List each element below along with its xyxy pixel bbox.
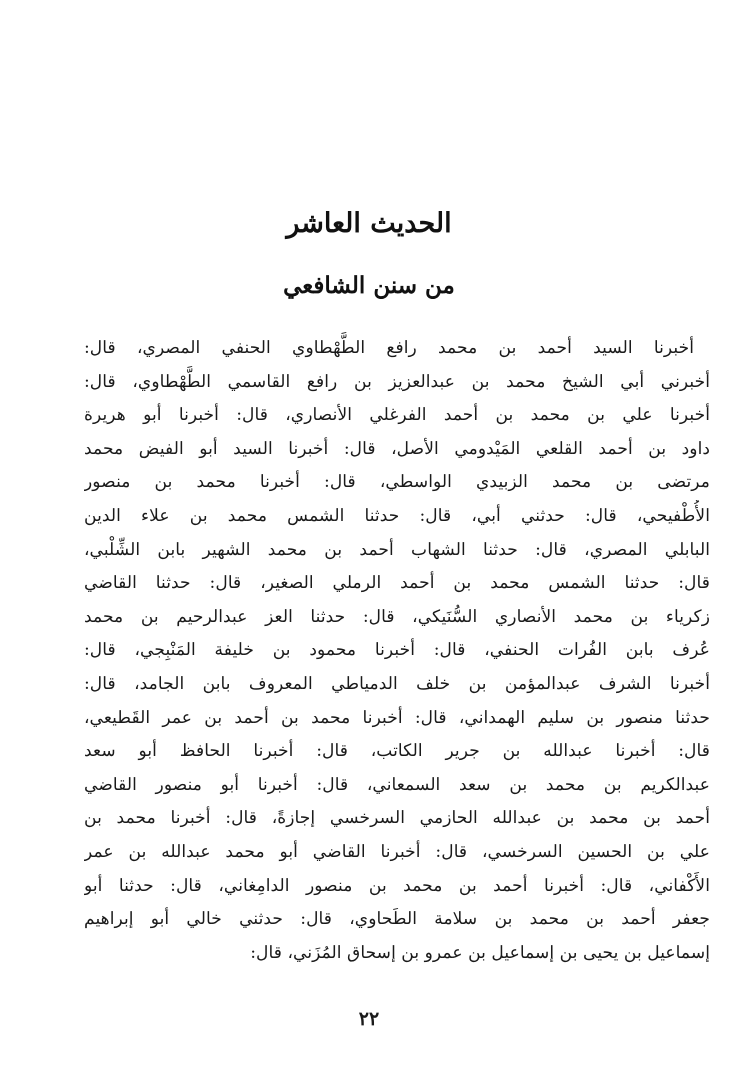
text-line: أخبرنا الشرف عبدالمؤمن بن خلف الدمياطي المعروف بابن الجامد، قال: <box>84 673 710 694</box>
chapter-title: الحديث العاشر <box>286 208 452 239</box>
text-line: زكرياء بن محمد الأنصاري السُّنَيكي، قال: حدثنا العز عبدالرحيم بن محمد <box>84 606 710 627</box>
text-line: الأَكْفاني، قال: أخبرنا أحمد بن محمد بن منصور الدامِغاني، قال: حدثنا أبو <box>84 875 710 896</box>
text-line: أخبرني أبي الشيخ محمد بن عبدالعزيز بن رافع القاسمي الطَّهْطاوي، قال: <box>84 371 710 392</box>
text-line: أخبرنا السيد أحمد بن محمد رافع الطَّهْطاوي الحنفي المصري، قال: <box>84 338 694 358</box>
text-line: قال: حدثنا الشمس محمد بن أحمد الرملي الصغير، قال: حدثنا القاضي <box>84 573 710 594</box>
text-line: علي بن الحسين السرخسي، قال: أخبرنا القاضي أبو محمد عبدالله بن عمر <box>84 841 710 862</box>
text-line: عُرف بابن الفُرات الحنفي، قال: أخبرنا محمود بن خليفة المَنْبِجي، قال: <box>84 640 710 661</box>
text-line: أحمد بن محمد بن عبدالله الحازمي السرخسي إجازةً، قال: أخبرنا محمد بن <box>84 808 710 829</box>
text-line: أخبرنا علي بن محمد بن أحمد الفرغلي الأنصاري، قال: أخبرنا أبو هريرة <box>84 405 710 426</box>
text-line: جعفر أحمد بن محمد بن سلامة الطَحاوي، قال: حدثني خالي أبو إبراهيم <box>84 909 710 930</box>
text-line: قال: أخبرنا عبدالله بن جرير الكاتب، قال: أخبرنا الحافظ أبو سعد <box>84 741 710 762</box>
hadith-isnad-text <box>84 332 710 970</box>
text-line: الأُطْفيحي، قال: حدثني أبي، قال: حدثنا الشمس محمد بن علاء الدين <box>84 505 710 526</box>
text-line: البابلي المصري، قال: حدثنا الشهاب أحمد بن محمد الشهير بابن الشِّلْبي، <box>84 539 710 560</box>
text-line: داود بن أحمد القلعي المَيْدومي الأصل، قال: أخبرنا السيد أبو الفيض محمد <box>84 438 710 459</box>
text-line: إسماعيل بن يحيى بن إسماعيل بن عمرو بن إسحاق المُزَني، قال: <box>250 942 710 963</box>
text-line: مرتضى بن محمد الزبيدي الواسطي، قال: أخبرنا محمد بن منصور <box>84 472 710 493</box>
text-line: حدثنا منصور بن سليم الهمداني، قال: أخبرنا محمد بن أحمد بن عمر القَطيعي، <box>84 707 710 728</box>
page-number: ٢٢ <box>358 1008 380 1030</box>
text-line: عبدالكريم بن محمد بن سعد السمعاني، قال: أخبرنا أبو منصور القاضي <box>84 774 710 795</box>
chapter-subtitle: من سنن الشافعي <box>283 272 455 299</box>
